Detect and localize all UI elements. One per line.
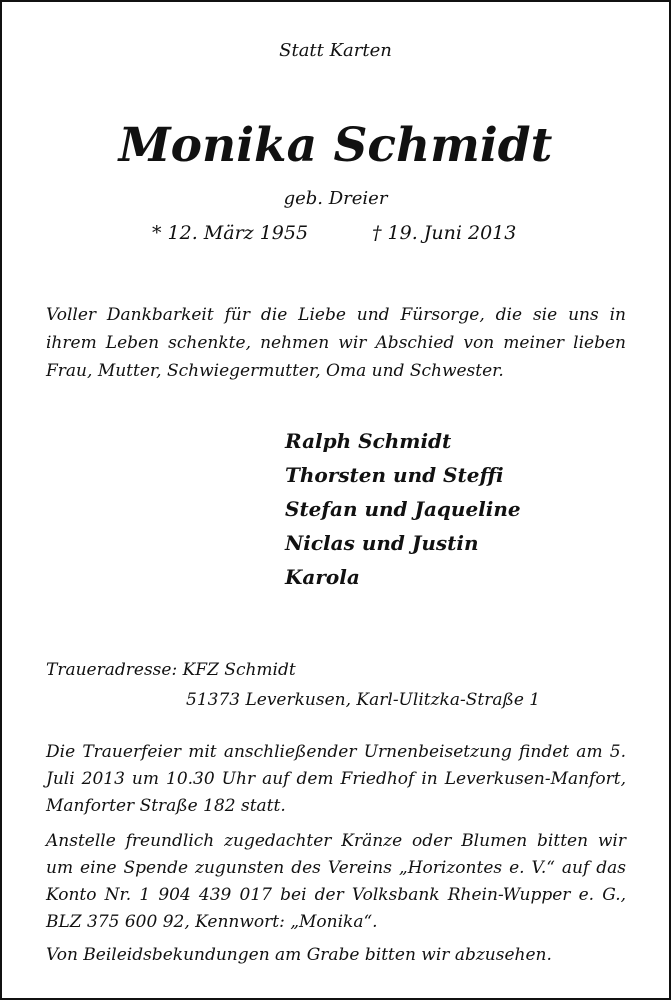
family-list — [285, 424, 521, 594]
address-line-1: Traueradresse: KFZ Schmidt — [46, 660, 296, 680]
birth-date: * 12. März 1955 — [152, 222, 309, 244]
deceased-name: Monika Schmidt — [118, 118, 553, 173]
family-member: Ralph Schmidt — [285, 429, 452, 453]
family-member: Niclas und Justin — [285, 531, 479, 555]
closing-line: Von Beileidsbekundungen am Grabe bitten wir abzusehen. — [46, 945, 552, 965]
family-member: Thorsten und Steffi — [285, 463, 504, 487]
family-member: Karola — [285, 565, 360, 589]
donation-paragraph: Anstelle freundlich zugedachter Kränze oder Blumen bitten wir um eine Spende zugunsten des Vereins „Horizontes e. V.“ auf das Konto Nr. 1 904 439 017 bei der Volksbank Rhein-Wupper e. G., BLZ 375 600 92, Kennwort: „Monika“. — [46, 831, 626, 932]
address-line-2: 51373 Leverkusen, Karl-Ulitzka-Straße 1 — [186, 690, 541, 710]
intro-paragraph: Voller Dankbarkeit für die Liebe und Fürsorge, die sie uns in ihrem Leben schenkte, nehmen wir Abschied von meiner lieben Frau, Mutter, Schwiegermutter, Oma und Schwester. — [46, 305, 626, 381]
ceremony-paragraph: Die Trauerfeier mit anschließender Urnenbeisetzung findet am 5. Juli 2013 um 10.30 Uhr auf dem Friedhof in Leverkusen-Manfort, Manforter Straße 182 statt. — [46, 742, 626, 816]
death-date: † 19. Juni 2013 — [372, 222, 517, 244]
family-member: Stefan und Jaqueline — [285, 497, 521, 521]
maiden-name: geb. Dreier — [283, 188, 388, 209]
header-statt-karten: Statt Karten — [279, 40, 392, 61]
